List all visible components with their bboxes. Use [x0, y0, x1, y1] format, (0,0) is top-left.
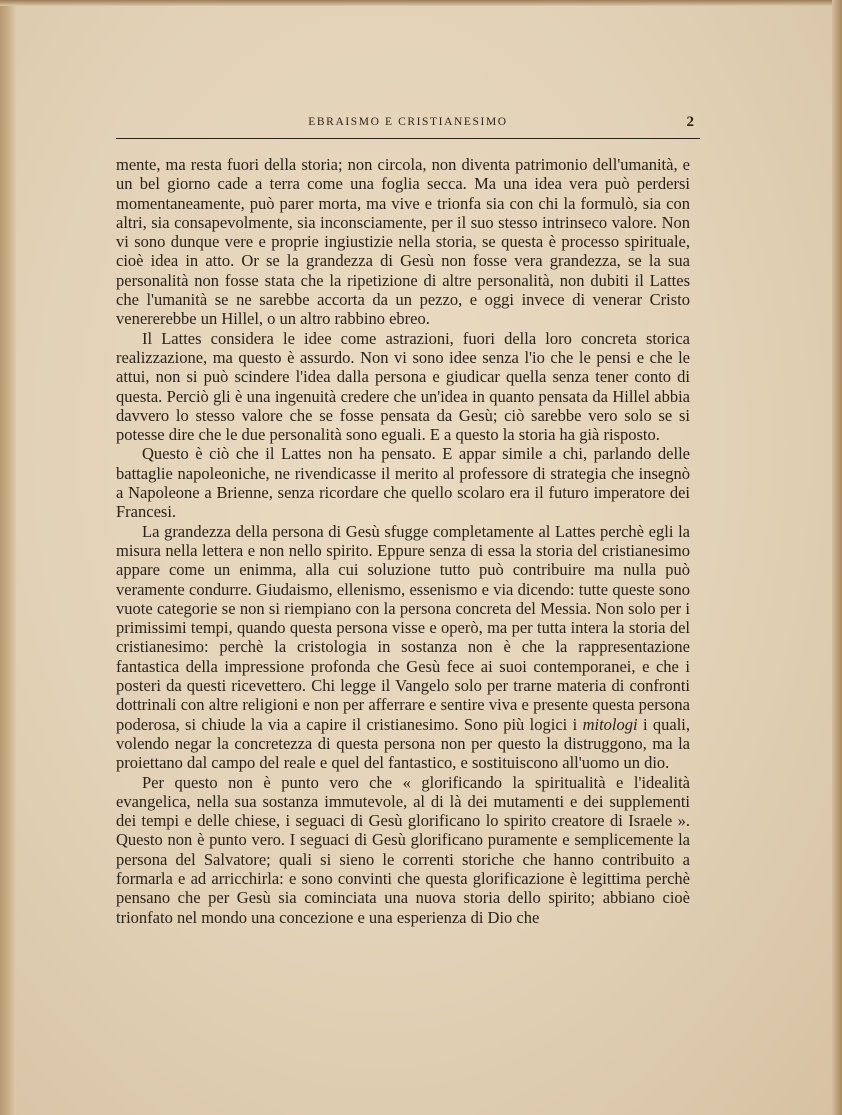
paragraph-4-text-a: La grandezza della persona di Gesù sfugge completamente al Lattes perchè egli la misura nella lettera e non nello spirito. Eppure senza di essa la storia del cristianesimo appare come un enimma, alla cui soluzione tutto può contribuire ma nulla può veramente condurre. Giudaismo, ellenismo, essenismo e via dicendo: tutte queste sono vuote categorie se non si riempiano con la persona concreta del Messia. Non solo per i primissimi tempi, quando questa persona visse e operò, ma per tutta intera la storia del cristianesimo: perchè la cristologia in sostanza non è che la rappresentazione fantastica della impressione profonda che Gesù fece ai suoi contemporanei, e che i posteri da questi ricevettero. Chi legge il Vangelo solo per trarne materia di confronti dottrinali con altre religioni e non per afferrare e sentire viva e presente questa persona poderosa, si chiude la via a capire il cristianesimo. Sono più logici i: [116, 521, 690, 734]
paragraph-2: Il Lattes considera le idee come astrazioni, fuori della loro concreta storica realizzazione, ma questo è assurdo. Non vi sono idee senza l'io che le pensi e che le attui, non si può scindere l'idea dalla persona e giudicar quella senza tener conto di questa. Perciò gli è una ingenuità credere che un'idea in quanto pensata da Hillel abbia davvero lo stesso valore che se fosse pensata da Gesù; ciò sarebbe vero solo se si potesse dire che le due personalità sono eguali. E a questo la storia ha già risposto.: [116, 328, 690, 445]
paragraph-1: mente, ma resta fuori della storia; non circola, non diventa patrimonio dell'umanità, e un bel giorno cade a terra come una foglia secca. Ma una idea vera può perdersi momentaneamente, può parer morta, ma vive e trionfa sia con chi la formulò, sia con altri, sia consapevolmente, sia inconsciamente, per il suo stesso intrinseco valore. Non vi sono dunque vere e proprie ingiustizie nella storia, se questa è processo spirituale, cioè idea in atto. Or se la grandezza di Gesù non fosse vera grandezza, se la sua personalità non fosse stata che la ripetizione di altre personalità, non dubiti il Lattes che l'umanità se ne sarebbe accorta da un pezzo, e oggi invece di venerar Cristo venererebbe un Hillel, o un altro rabbino ebreo.: [116, 155, 690, 329]
italic-word-mitologi: mitologi: [582, 714, 638, 734]
running-title: EBRAISMO E CRISTIANESIMO: [308, 116, 508, 128]
body-text: [116, 155, 690, 927]
running-header: [116, 116, 700, 139]
page-number: 2: [686, 114, 694, 130]
paragraph-3: Questo è ciò che il Lattes non ha pensato. E appar simile a chi, parlando delle battaglie napoleoniche, ne rivendicasse il merito al professore di strategia che insegnò a Napoleone a Brienne, senza ricordare che quello scolaro era il futuro imperatore dei Francesi.: [116, 444, 690, 522]
page-gutter-shadow: [0, 0, 16, 1115]
paragraph-4-text-b: i quali, volendo negar la concretezza di questa persona non per questo la distruggono, ma la proiettano dal campo del reale e quel del fantastico, e sostituiscono all'uomo un dio.: [116, 714, 691, 773]
paragraph-4: [116, 522, 690, 773]
page-right-edge: [832, 0, 842, 1115]
page-top-edge: [0, 0, 842, 6]
paragraph-5: Per questo non è punto vero che « glorificando la spiritualità e l'idealità evangelica, nella sua sostanza immutevole, al di là dei mutamenti e dei supplementi dei tempi e delle chiese, i seguaci di Gesù glorificano lo spirito creatore di Israele ». Questo non è punto vero. I seguaci di Gesù glorificano puramente e semplicemente la persona del Salvatore; quali si sieno le correnti storiche che hanno contribuito a formarla e ad arricchirla: e sono convinti che questa glorificazione è legittima perchè pensano che per Gesù sia cominciata una nuova storia dello spirito; abbiano cioè trionfato nel mondo una concezione e una esperienza di Dio che: [116, 772, 690, 927]
